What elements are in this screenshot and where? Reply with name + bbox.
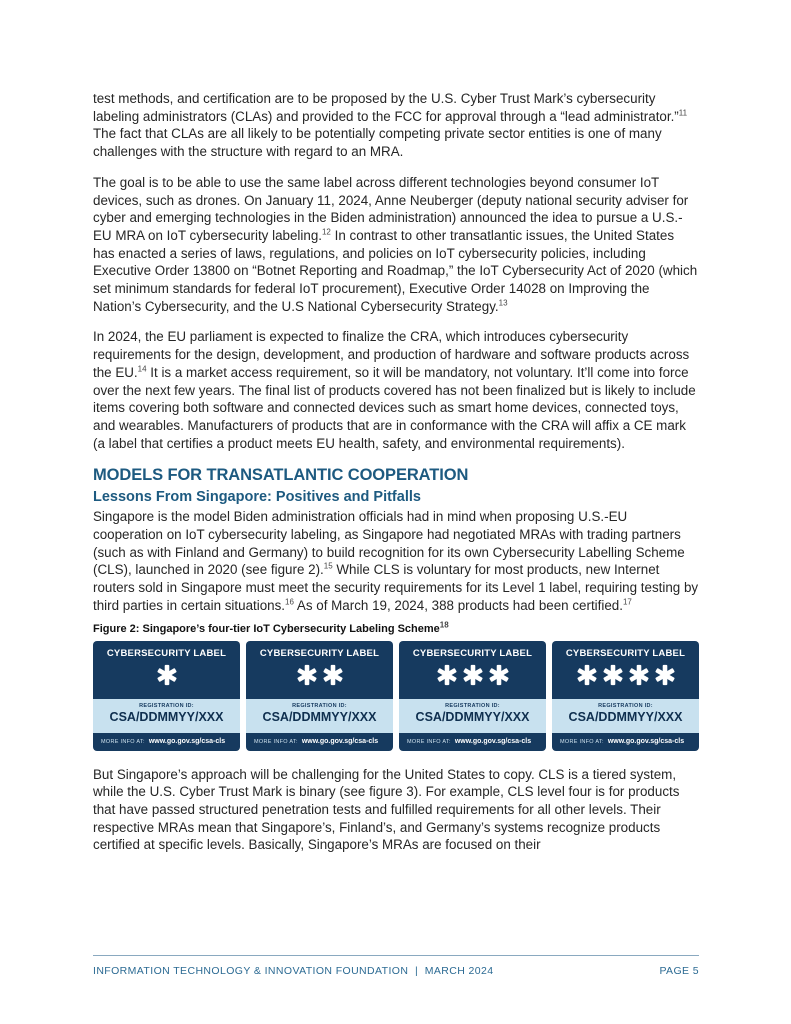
- more-info-url[interactable]: www.go.gov.sg/csa-cls: [148, 738, 226, 746]
- asterisk-icon: [488, 664, 510, 686]
- cybersecurity-labels: [93, 641, 699, 751]
- registration-label: REGISTRATION ID:: [598, 702, 653, 709]
- subsection-heading: Lessons From Singapore: Positives and Pitfalls: [93, 489, 421, 506]
- asterisk-icon: [156, 664, 178, 686]
- label-title: CYBERSECURITY LABEL: [565, 647, 686, 659]
- page-number: PAGE 5: [659, 965, 699, 977]
- asterisk-icon: [436, 664, 458, 686]
- registration-id: CSA/DDMMYY/XXX: [262, 709, 377, 724]
- cybersecurity-label-tier-1: [93, 641, 240, 751]
- more-info-label: MORE INFO AT:: [407, 738, 451, 745]
- asterisk-icon: [602, 664, 624, 686]
- page-footer: [93, 965, 699, 977]
- footnote-ref[interactable]: 17: [622, 597, 632, 607]
- registration-id: CSA/DDMMYY/XXX: [415, 709, 530, 724]
- registration-id: CSA/DDMMYY/XXX: [568, 709, 683, 724]
- asterisk-rating: [93, 664, 240, 686]
- cybersecurity-label-tier-4: [552, 641, 699, 751]
- asterisk-icon: [322, 664, 344, 686]
- asterisk-rating: [399, 664, 546, 686]
- more-info-label: MORE INFO AT:: [101, 738, 145, 745]
- more-info-label: MORE INFO AT:: [254, 738, 298, 745]
- registration-label: REGISTRATION ID:: [445, 702, 500, 709]
- asterisk-rating: [246, 664, 393, 686]
- cybersecurity-label-tier-2: [246, 641, 393, 751]
- paragraph-3: In 2024, the EU parliament is expected to finalize the CRA, which introduces cybersecurity requirements for the design, development, and production of hardware and software products across the EU.$^{14}$ It is a market access requirement, so it will be mandatory, not voluntary. It’ll come into force over the next few years. The final list of products covered has not been finalized but is likely to include items covering both software and connected devices such as smart home devices, connected toys, and wearables. Manufacturers of products that are in conformance with the CRA will affix a CE mark (a label that certifies a product meets EU health, safety, and environmental requirements).: [93, 329, 696, 451]
- label-title: CYBERSECURITY LABEL: [106, 647, 227, 659]
- paragraph-4: Singapore is the model Biden administration officials had in mind when proposing U.S.-EU cooperation on IoT cybersecurity labeling, as Singapore had negotiated MRAs with trading partners (such as with Finland and Germany) to build recognition for its own Cybersecurity Labelling Scheme (CLS), launched in 2020 (see figure 2).$^{15}$ While CLS is voluntary for most products, new Internet routers sold in Singapore must meet the security requirements for its Level 1 label, requiring testing by third parties in certain situations.$^{16}$ As of March 19, 2024, 388 products had been certified.$^{17}$: [93, 509, 699, 613]
- asterisk-icon: [654, 664, 676, 686]
- asterisk-icon: [296, 664, 318, 686]
- figure-caption: Figure 2: Singapore’s four-tier IoT Cybersecurity Labeling Scheme$^{18}$: [93, 619, 449, 635]
- label-title: CYBERSECURITY LABEL: [259, 647, 380, 659]
- footnote-ref[interactable]: 18: [439, 619, 449, 629]
- footnote-ref[interactable]: 14: [137, 364, 147, 374]
- footer-divider: [93, 955, 699, 956]
- paragraph-1: test methods, and certification are to be proposed by the U.S. Cyber Trust Mark’s cybersecurity labeling administrators (CLAs) and provided to the FCC for approval through a “lead administrator.”$^{11}$ The fact that CLAs are all likely to be potentially competing private sector entities is one of many challenges with the structure with regard to an MRA.: [93, 91, 688, 160]
- more-info-label: MORE INFO AT:: [560, 738, 604, 745]
- asterisk-icon: [576, 664, 598, 686]
- label-title: CYBERSECURITY LABEL: [412, 647, 533, 659]
- more-info-url[interactable]: www.go.gov.sg/csa-cls: [301, 738, 379, 746]
- footer-publisher: INFORMATION TECHNOLOGY & INNOVATION FOUNDATION | MARCH 2024: [93, 965, 494, 977]
- footnote-ref[interactable]: 13: [498, 298, 508, 308]
- cybersecurity-label-tier-3: [399, 641, 546, 751]
- section-heading: MODELS FOR TRANSATLANTIC COOPERATION: [93, 466, 469, 485]
- paragraph-2: The goal is to be able to use the same label across different technologies beyond consumer IoT devices, such as drones. On January 11, 2024, Anne Neuberger (deputy national security adviser for cyber and emerging technologies in the Biden administration) announced the idea to pursue a U.S.-EU MRA on IoT cybersecurity labeling.$^{12}$ In contrast to other transatlantic issues, the United States has enacted a series of laws, regulations, and policies on IoT cybersecurity policies, including Executive Order 13800 on “Botnet Reporting and Roadmap,” the IoT Cybersecurity Act of 2020 (which set minimum standards for federal IoT procurement), Executive Order 14028 on Improving the Nation’s Cybersecurity, and the U.S National Cybersecurity Strategy.$^{13}$: [93, 174, 698, 314]
- footnote-ref[interactable]: 11: [678, 108, 688, 118]
- asterisk-icon: [628, 664, 650, 686]
- registration-id: CSA/DDMMYY/XXX: [109, 709, 224, 724]
- more-info-url[interactable]: www.go.gov.sg/csa-cls: [454, 738, 532, 746]
- footnote-ref[interactable]: 15: [323, 562, 333, 571]
- footnote-ref[interactable]: 16: [285, 597, 294, 607]
- asterisk-icon: [462, 664, 484, 686]
- footnote-ref[interactable]: 12: [321, 227, 331, 237]
- asterisk-rating: [552, 664, 699, 686]
- registration-label: REGISTRATION ID:: [139, 702, 194, 709]
- page-body: [93, 90, 699, 867]
- more-info-url[interactable]: www.go.gov.sg/csa-cls: [607, 738, 685, 746]
- registration-label: REGISTRATION ID:: [292, 702, 347, 709]
- paragraph-5: But Singapore’s approach will be challenging for the United States to copy. CLS is a tiered system, while the U.S. Cyber Trust Mark is binary (see figure 3). For example, CLS level four is for products that have passed structured penetration tests and fulfilled requirements for all other levels. Their respective MRAs mean that Singapore’s, Finland’s, and Germany’s systems recognize products certified at specific levels. Basically, Singapore’s MRAs are focused on their: [93, 766, 680, 853]
